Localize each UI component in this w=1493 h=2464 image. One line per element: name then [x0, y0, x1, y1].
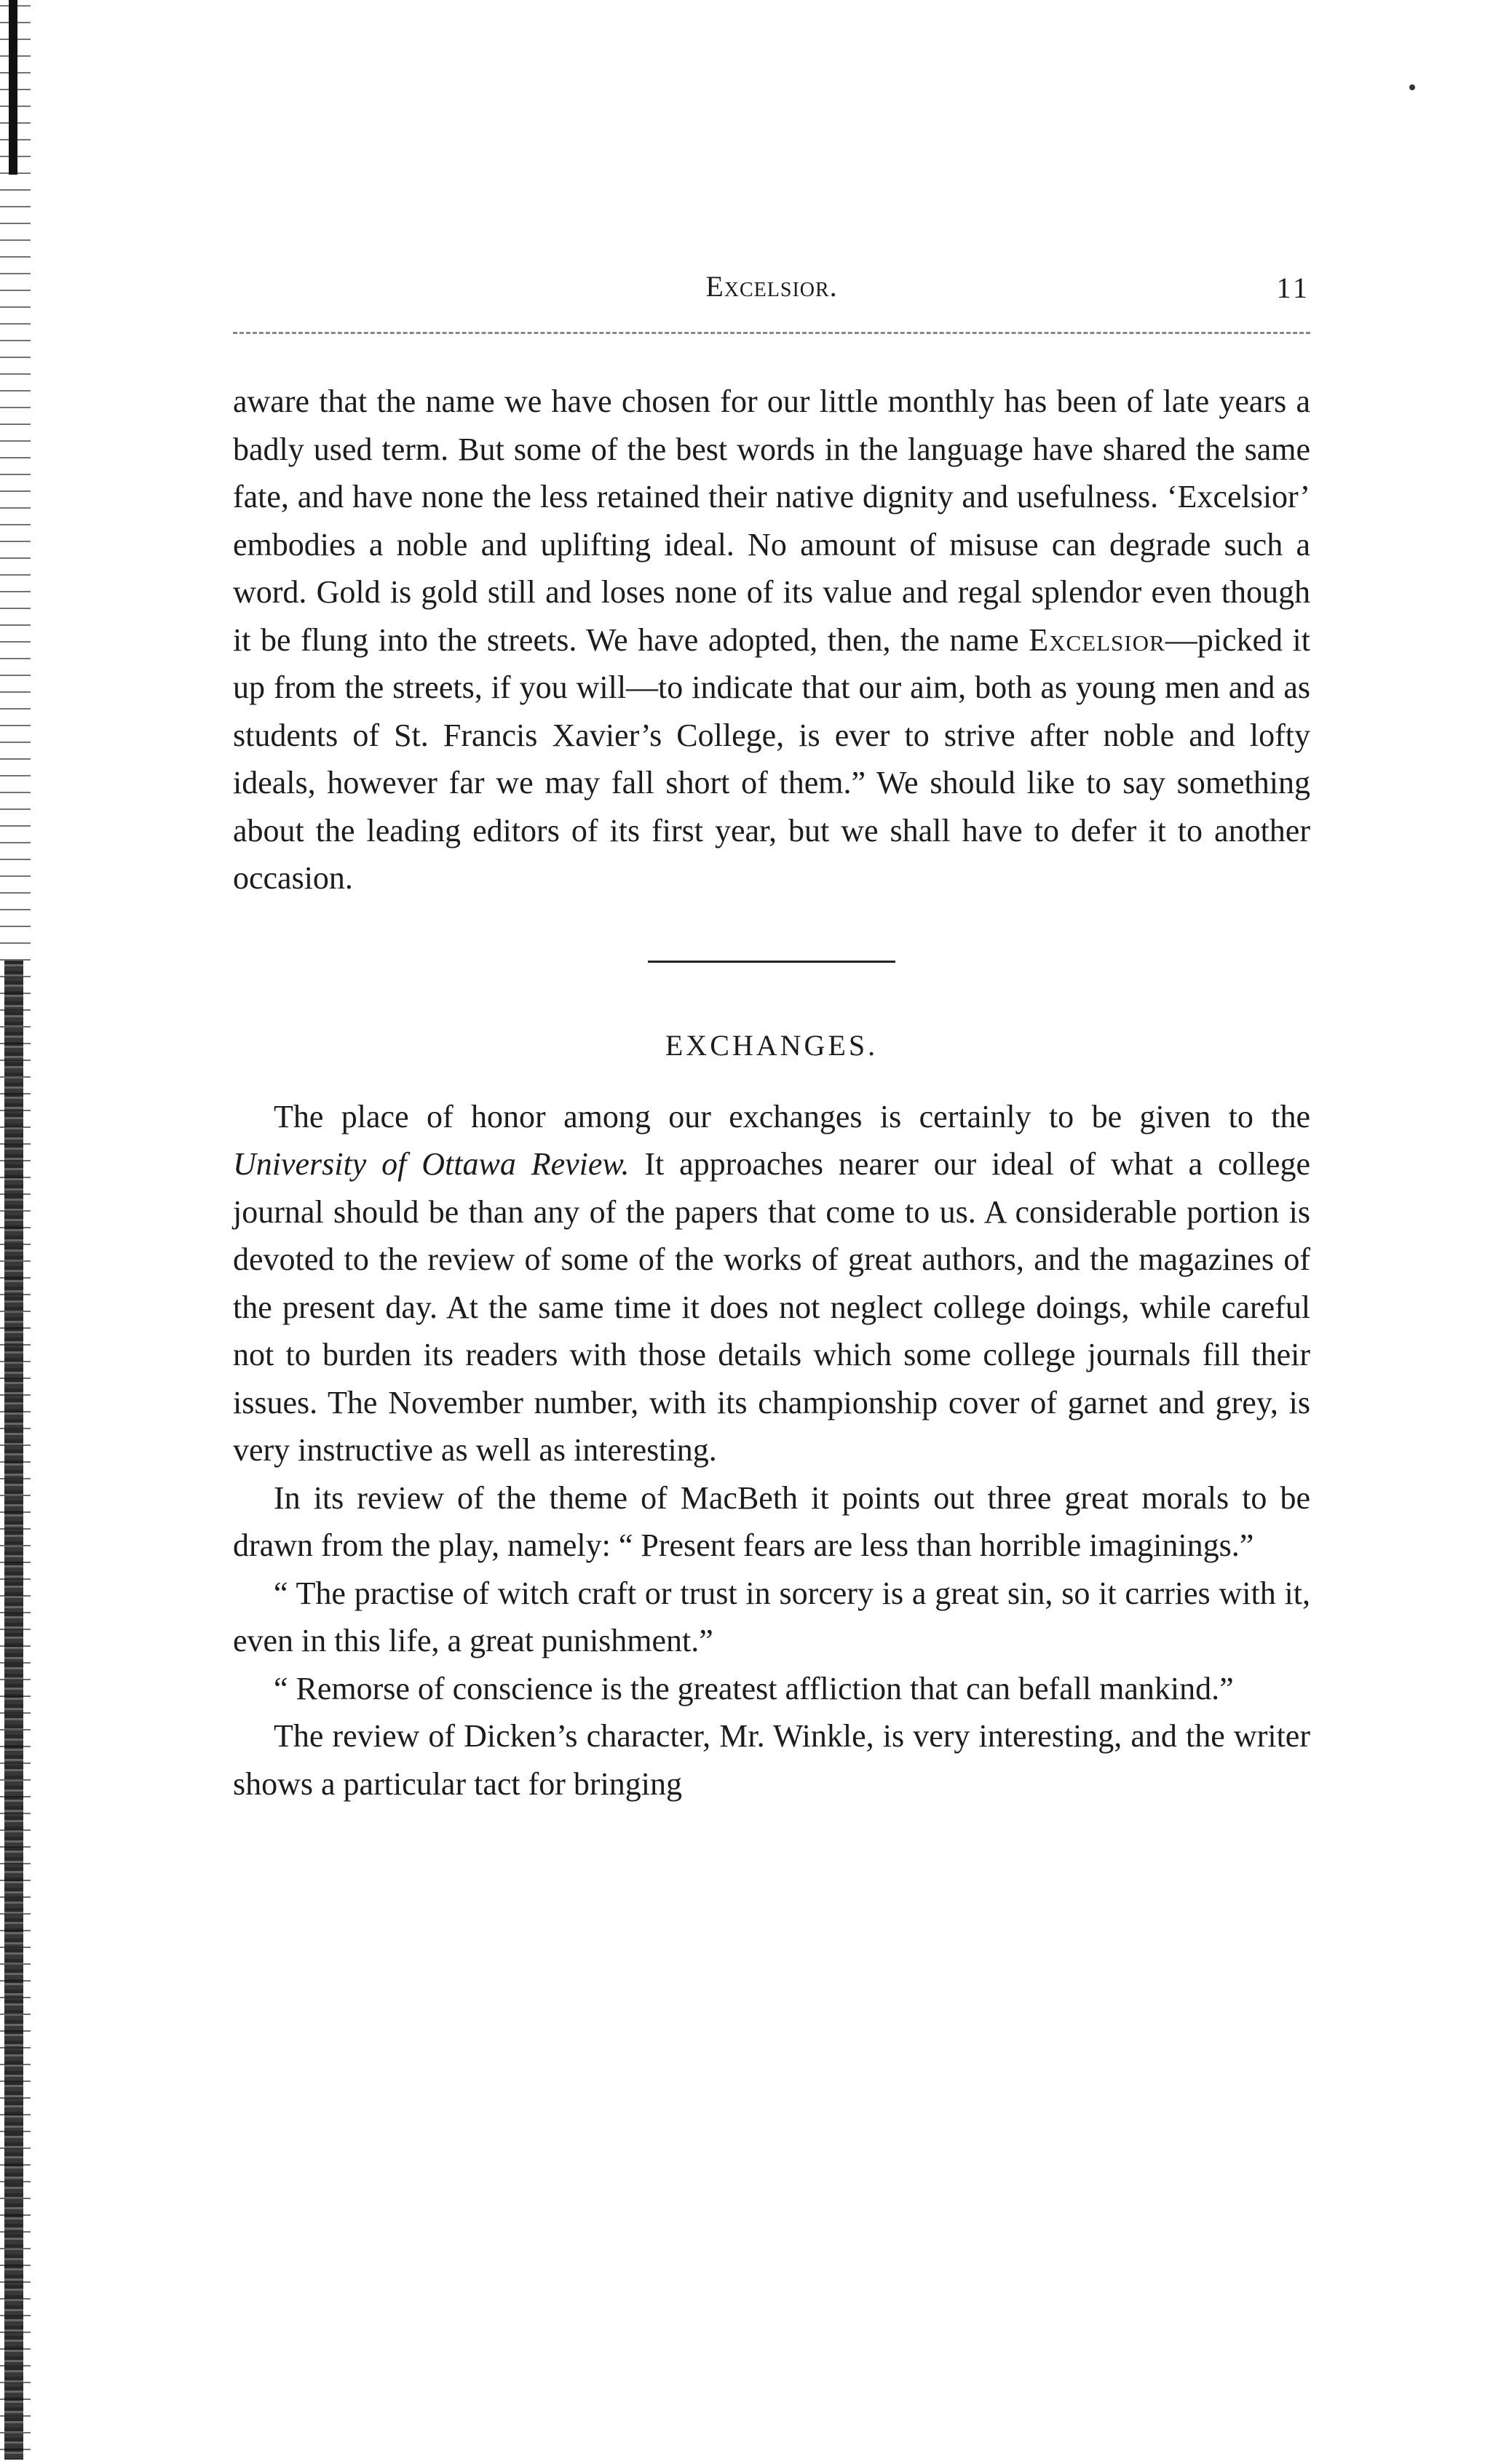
running-title: Excelsior.	[705, 270, 838, 303]
exchanges-paragraph-1	[233, 1093, 1310, 1474]
intro-paragraph	[233, 378, 1310, 902]
quote-witchcraft: “ The practise of witch craft or trust in sorcery is a great sin, so it carries with it, even in this life, a great punishment.”	[233, 1575, 1310, 1658]
header-rule	[233, 332, 1310, 334]
section-title: EXCHANGES.	[665, 1028, 879, 1062]
intro-text-2: —picked it up from the streets, if you will—to indicate that our aim, both as young men and as students of St. Francis Xavier’s College, is ever to strive after noble and lofty ideals, however far we may fall short of them.” We should like to say something about the leading editors of its first year, but we shall have to defer it to another occasion.	[233, 621, 1310, 896]
stray-mark	[1409, 84, 1415, 90]
journal-name: Excelsior	[1029, 621, 1165, 658]
page-number: 11	[1276, 271, 1310, 304]
page-content	[233, 262, 1310, 1808]
intro-text-1: aware that the name we have chosen for our little monthly has been of late years a badly used term. But some of the best words in the language have shared the same fate, and have none the less retained their native dignity and usefulness. ‘Excelsior’ embodies a noble and uplifting ideal. No amount of misuse can degrade such a word. Gold is gold still and loses none of its value and regal splendor even though it be flung into the streets. We have adopted, then, the name	[233, 383, 1310, 658]
binding-edge	[0, 0, 31, 2464]
running-head	[233, 262, 1310, 320]
journal-title: University of Ottawa Review.	[233, 1146, 630, 1182]
exchanges-p1-text-2: It approaches nearer our ideal of what a college journal should be than any of the papers that come to us. A considerable portion is devoted to the review of some of the works of great authors, and the magazines of the present day. At the same time it does not neglect college doings, while careful not to burden its readers with those details which some college journals fill their issues. The November number, with its championship cover of garnet and grey, is very instructive as well as interesting.	[233, 1146, 1310, 1468]
quote-remorse: “ Remorse of conscience is the greatest affliction that can befall mankind.”	[274, 1670, 1234, 1706]
exchanges-p1-text-1: The place of honor among our exchanges is certainly to be given to the	[274, 1098, 1310, 1134]
exchanges-paragraph-3: The review of Dicken’s character, Mr. Winkle, is very interesting, and the writer shows a particular tact for bringing	[233, 1718, 1310, 1802]
section-divider	[648, 961, 895, 963]
exchanges-paragraph-2: In its review of the theme of MacBeth it points out three great morals to be drawn from the play, namely: “ Present fears are less than horrible imaginings.”	[233, 1479, 1310, 1563]
